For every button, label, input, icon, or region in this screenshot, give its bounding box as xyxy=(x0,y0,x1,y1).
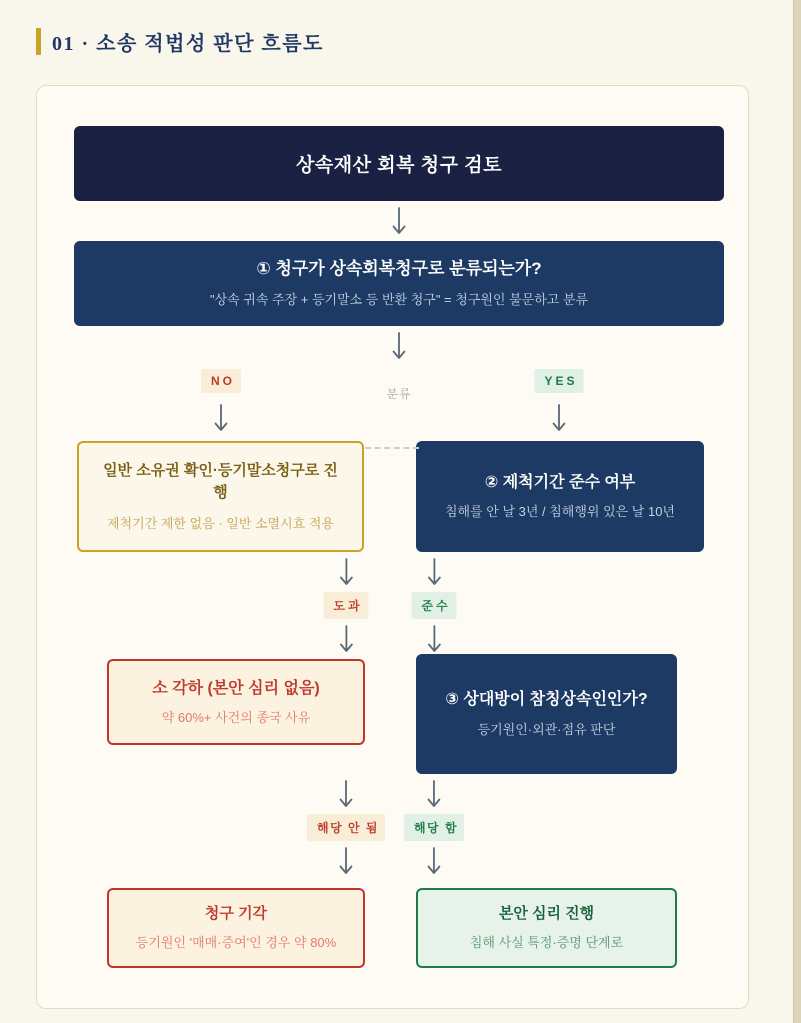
node-general-claim-subtitle: 제척기간 제한 없음 · 일반 소멸시효 적용 xyxy=(107,515,334,531)
node-q1-title: ① 청구가 상속회복청구로 분류되는가? xyxy=(256,259,542,279)
down-arrow-icon xyxy=(391,207,407,235)
node-merits-proceed-subtitle: 침해 사실 특정·증명 단계로 xyxy=(469,935,624,951)
node-q2-subtitle: 침해를 안 날 3년 / 침해행위 있은 날 10년 xyxy=(444,504,675,520)
down-arrow-icon xyxy=(338,625,354,653)
branch1-yes-badge: YES xyxy=(534,369,583,393)
node-q1-subtitle: "상속 귀속 주장 + 등기말소 등 반환 청구" = 청구원인 불문하고 분류 xyxy=(209,292,589,308)
node-start-title: 상속재산 회복 청구 검토 xyxy=(296,155,502,176)
connector-q1-to-branch xyxy=(74,326,724,366)
branch2-connectors xyxy=(74,552,724,654)
branch2-fail-badge: 도과 xyxy=(323,592,368,619)
branch3-no-chain xyxy=(307,780,385,875)
down-arrow-icon xyxy=(426,558,442,586)
row-period-results xyxy=(74,654,724,774)
branch1-note: 분류 xyxy=(386,387,412,401)
branch1-labels xyxy=(74,366,724,404)
node-dismissal-title: 소 각하 (본안 심리 없음) xyxy=(152,679,320,697)
branch2-fail-chain xyxy=(323,558,368,653)
node-dismissal xyxy=(107,659,365,745)
branch1-no-badge: NO xyxy=(201,369,241,393)
branch2-pass-chain xyxy=(411,558,456,653)
down-arrow-icon xyxy=(338,558,354,586)
down-arrow-icon xyxy=(338,847,354,875)
node-q3-title: ③ 상대방이 참칭상속인인가? xyxy=(445,691,648,709)
page-heading xyxy=(36,27,324,56)
down-arrow-icon xyxy=(338,780,354,808)
node-q3 xyxy=(416,654,677,774)
dashed-link-line xyxy=(365,447,419,449)
row-final-outcomes xyxy=(74,888,724,968)
branch1-arrows xyxy=(74,404,724,434)
branch3-yes-chain xyxy=(404,780,464,875)
scrollbar-thumb[interactable] xyxy=(793,0,801,1023)
node-claim-rejected-title: 청구 기각 xyxy=(204,905,268,923)
node-claim-rejected-subtitle: 등기원인 '매매·증여'인 경우 약 80% xyxy=(135,935,337,951)
node-merits-proceed xyxy=(416,888,677,968)
node-general-claim xyxy=(77,441,364,552)
branch3-yes-badge: 해당 함 xyxy=(404,814,464,841)
down-arrow-icon xyxy=(213,404,229,432)
branch3-connectors xyxy=(74,774,724,876)
node-general-claim-title: 일반 소유권 확인·등기말소청구로 진행 xyxy=(103,462,338,501)
branch2-pass-badge: 준수 xyxy=(411,592,456,619)
branch3-no-badge: 해당 안 됨 xyxy=(307,814,385,841)
node-start xyxy=(74,126,724,201)
node-dismissal-subtitle: 약 60%+ 사건의 종국 사유 xyxy=(161,709,311,725)
down-arrow-icon xyxy=(551,404,567,432)
row-classification-results xyxy=(77,441,724,552)
connector-start-to-q1 xyxy=(74,201,724,241)
heading-accent-bar xyxy=(36,28,41,55)
node-q2 xyxy=(416,441,704,552)
down-arrow-icon xyxy=(426,780,442,808)
node-claim-rejected xyxy=(107,888,365,968)
flowchart-canvas xyxy=(74,126,724,968)
page-title: 01 · 소송 적법성 판단 흐름도 xyxy=(52,33,324,55)
down-arrow-icon xyxy=(391,332,407,360)
node-merits-proceed-title: 본안 심리 진행 xyxy=(498,905,595,923)
node-q1 xyxy=(74,241,724,326)
node-q3-subtitle: 등기원인·외관·점유 판단 xyxy=(477,722,616,738)
down-arrow-icon xyxy=(426,625,442,653)
flowchart-panel xyxy=(36,85,749,1009)
node-q2-title: ② 제척기간 준수 여부 xyxy=(484,474,636,492)
down-arrow-icon xyxy=(426,847,442,875)
